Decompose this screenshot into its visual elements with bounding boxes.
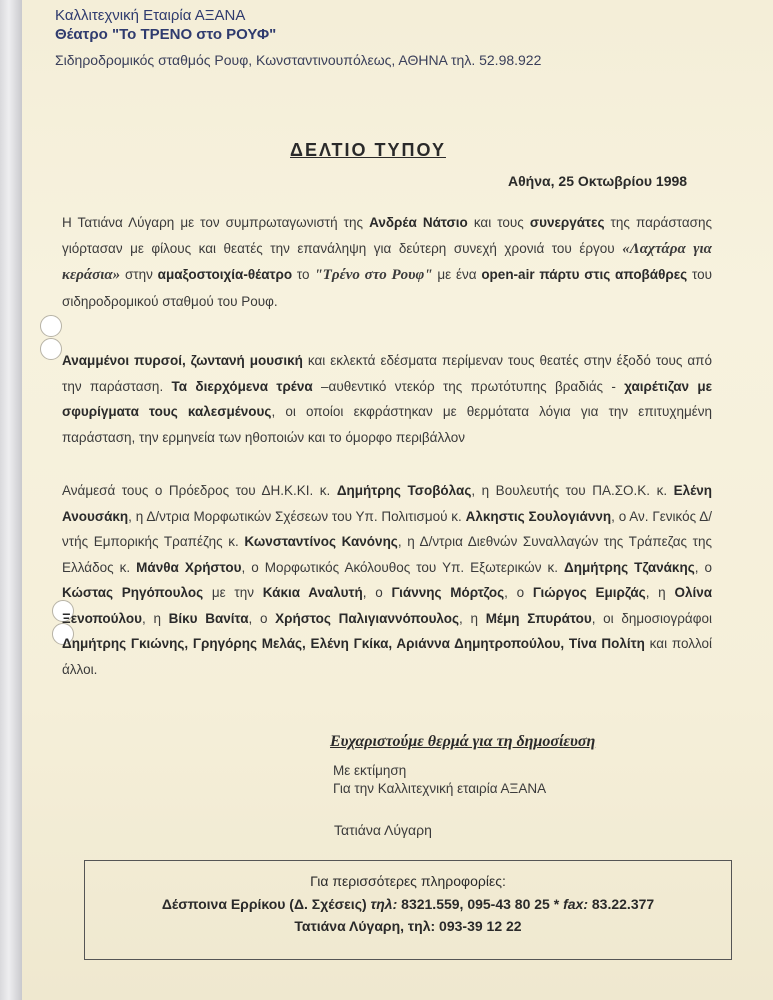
punch-hole (40, 315, 62, 337)
guest-name: Κάκια Αναλυτή (262, 585, 363, 600)
closing-line-1: Με εκτίμηση (333, 763, 407, 778)
text: , ο (504, 585, 533, 600)
text: με την (203, 585, 263, 600)
text: –αυθεντικό ντεκόρ της πρωτότυπης βραδιάς - (312, 378, 625, 394)
journalist-names: Δημήτρης Γκιώνης, Γρηγόρης Μελάς, Ελένη Γκίκα, Αριάννα Δημητροπούλου, Τίνα Πολίτη (62, 636, 645, 651)
text: με ένα (432, 267, 482, 282)
paragraph-1 (62, 210, 712, 314)
text: και πολλοί άλλοι. (62, 636, 712, 677)
text: της παράστασης γιόρτασαν με φίλους και θεατές την επανάληψη για δεύτερη συνεχή χρονιά του έργου (62, 215, 712, 256)
emphasis: χαιρέτιζαν με σφυρίγματα τους καλεσμένους (62, 378, 712, 419)
text: , η (645, 585, 675, 600)
guest-name: Γιάννης Μόρτζος (391, 585, 505, 600)
emphasis: αμαξοστοιχία-θέατρο (157, 267, 293, 282)
text: , ο Αν. Γενικός Δ/ντής Εμπορικής Τραπέζης κ. (62, 508, 712, 549)
text: , οι δημοσιογράφοι (591, 610, 712, 626)
text: το (292, 267, 315, 282)
emphasis: Τα διερχόμενα τρένα (171, 378, 313, 394)
guest-name: Αλκηστις Σουλογιάννη (465, 508, 612, 524)
text: , ο (694, 559, 712, 575)
emphasis: συνεργάτες (529, 215, 605, 230)
guest-name: Δημήτρης Τζανάκης (564, 559, 695, 575)
letterhead (55, 6, 541, 70)
text: , η (459, 610, 486, 626)
text: , ο (362, 585, 392, 600)
guest-name: Δημήτρης Τσοβόλας (336, 483, 472, 498)
document-title: ΔΕΛΤΙΟ ΤΥΠΟΥ (290, 140, 446, 160)
play-title: «Λαχτάρα για κεράσια» (62, 240, 712, 283)
text: , η Δ/ντρια Μορφωτικών Σχέσεων του Υπ. Πολιτισμού κ. (128, 508, 466, 524)
text: Ανάμεσά τους ο Πρόεδρος του ΔΗ.Κ.ΚΙ. κ. (62, 483, 337, 498)
text: , ο (248, 610, 276, 626)
text: και εκλεκτά εδέσματα περίμεναν τους θεατές στην έξοδό τους από την παράσταση. (62, 353, 712, 394)
info-contact-2: Τατιάνα Λύγαρη, τηλ: 093-39 12 22 (294, 918, 522, 934)
text: , ο Μορφωτικός Ακόλουθος του Υπ. Εξωτερικών κ. (241, 559, 564, 575)
text: , οι οποίοι εκφράστηκαν με θερμότατα λόγια για την επιτυχημένη παράσταση, την ερμηνεία των ηθοποιών και το όμορφο περιβάλλον (62, 404, 713, 445)
contact-info-box (84, 860, 732, 960)
theatre-name: Θέατρο "Το ΤΡΕΝΟ στο ΡΟΥΦ" (55, 26, 277, 43)
paragraph-3 (62, 478, 712, 682)
closing (333, 762, 546, 798)
info-contact-1 (85, 896, 731, 912)
theatre-title: "Τρένο στο Ρουφ" (314, 267, 433, 283)
text: , η Δ/ντρια Διεθνών Συναλλαγών της Τράπεζας της Ελλάδος κ. (62, 534, 712, 575)
info-heading: Για περισσότερες πληροφορίες: (310, 873, 506, 889)
emphasis: open-air πάρτυ στις αποβάθρες (481, 267, 688, 282)
guest-name: Ελένη Ανουσάκη (62, 483, 712, 524)
text: στην (120, 267, 158, 282)
punch-hole (40, 338, 62, 360)
tel-label: τηλ: (370, 896, 398, 912)
text: και τους (467, 215, 530, 230)
company-address: Σιδηροδρομικός σταθμός Ρουφ, Κωνσταντινουπόλεως, ΑΘΗΝΑ τηλ. 52.98.922 (55, 52, 542, 68)
guest-name: Βίκυ Βανίτα (168, 610, 249, 626)
guest-name: Μάνθα Χρήστου (136, 559, 242, 575)
company-name: Καλλιτεχνική Εταιρία ΑΞΑΝΑ (55, 7, 246, 24)
contact-name: Δέσποινα Ερρίκου (Δ. Σχέσεις) (161, 896, 367, 912)
document-date: Αθήνα, 25 Οκτωβρίου 1998 (508, 173, 688, 189)
guest-name: Ολίνα Ξενοπούλου (62, 585, 713, 626)
emphasis: Αναμμένοι πυρσοί, ζωντανή μουσική (62, 353, 303, 368)
guest-name: Μέμη Σπυράτου (485, 610, 592, 626)
sheet-protector-edge (0, 0, 22, 1000)
text: του σιδηροδρομικού σταθμού του Ρουφ. (62, 267, 712, 309)
fax-label: fax: (563, 896, 588, 912)
paragraph-2 (62, 348, 712, 450)
thanks-line: Ευχαριστούμε θερμά για τη δημοσίευση (330, 733, 596, 750)
text: Η Τατιάνα Λύγαρη με τον συμπρωταγωνιστή της (62, 215, 370, 230)
emphasis: Ανδρέα Νάτσιο (369, 215, 468, 230)
guest-name: Κώστας Ρηγόπουλος (62, 585, 204, 600)
signature-name: Τατιάνα Λύγαρη (334, 822, 432, 838)
separator: * (553, 896, 560, 912)
closing-line-2: Για την Καλλιτεχνική εταιρία ΑΞΑΝΑ (333, 781, 547, 796)
guest-name: Κωνσταντίνος Κανόνης (244, 534, 398, 549)
text: , η (142, 610, 169, 626)
fax-number: 83.22.377 (591, 896, 655, 912)
guest-name: Χρήστος Παλιγιαννόπουλος (275, 610, 460, 626)
guest-name: Γιώργος Εμιρζάς (532, 585, 646, 600)
text: , η Βουλευτής του ΠΑ.ΣΟ.Κ. κ. (471, 483, 674, 498)
contact-tel: 8321.559, 095-43 80 25 (401, 896, 550, 912)
